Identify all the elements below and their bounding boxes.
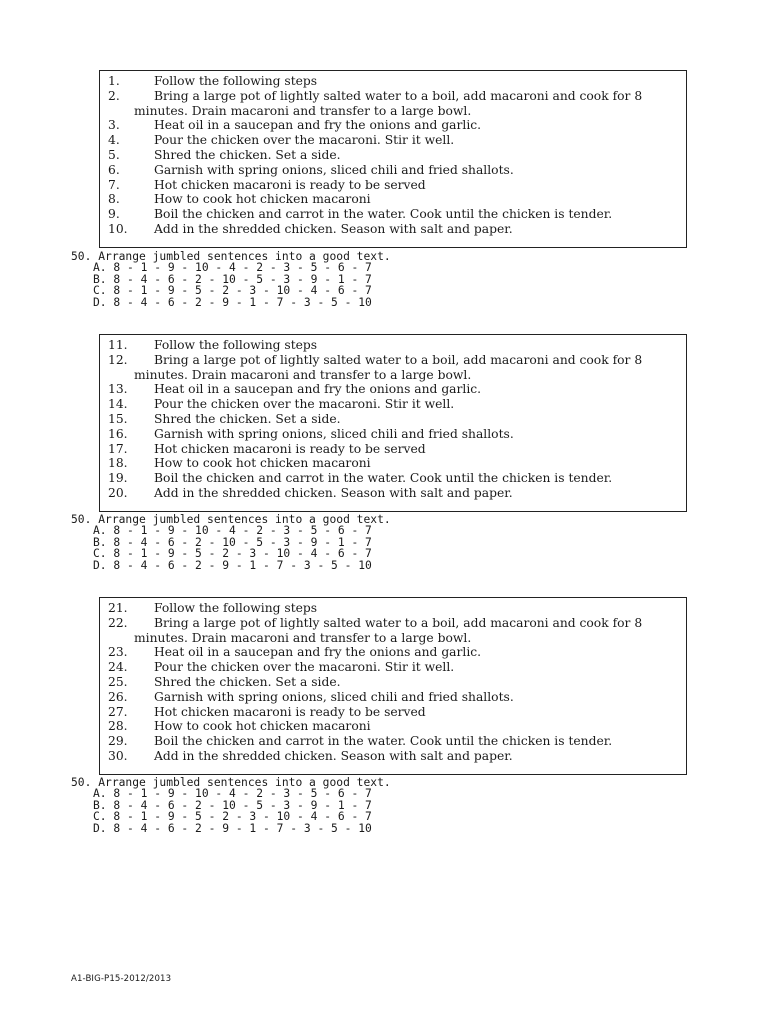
step-text: How to cook hot chicken macaroni bbox=[154, 719, 371, 734]
step-text: Add in the shredded chicken. Season with salt and paper. bbox=[154, 485, 513, 500]
step-text: Add in the shredded chicken. Season with salt and paper. bbox=[154, 748, 513, 763]
step-item bbox=[108, 133, 676, 148]
step-text: Pour the chicken over the macaroni. Stir it well. bbox=[154, 397, 455, 412]
step-text: Add in the shredded chicken. Season with salt and paper. bbox=[154, 221, 513, 236]
step-text: Garnish with spring onions, sliced chili and fried shallots. bbox=[154, 426, 514, 441]
step-item bbox=[108, 148, 676, 163]
step-text: Heat oil in a saucepan and fry the onions and garlic. bbox=[154, 382, 482, 397]
step-number: 10. bbox=[108, 221, 128, 236]
step-text: Follow the following steps bbox=[154, 601, 318, 615]
answer-option: B. 8 - 4 - 6 - 2 - 10 - 5 - 3 - 9 - 1 - 7 bbox=[93, 272, 372, 286]
step-number: 21. bbox=[108, 601, 128, 615]
step-item bbox=[108, 749, 676, 764]
question-number: 50. bbox=[71, 776, 92, 789]
step-item bbox=[108, 192, 676, 207]
step-item bbox=[108, 719, 676, 734]
footer-code: A1-BIG-P15-2012/2013 bbox=[71, 974, 172, 984]
step-number: 20. bbox=[108, 485, 128, 500]
step-item bbox=[108, 338, 676, 353]
answer-option: B. 8 - 4 - 6 - 2 - 10 - 5 - 3 - 9 - 1 - 7 bbox=[93, 798, 372, 812]
step-item bbox=[108, 442, 676, 457]
step-text: Pour the chicken over the macaroni. Stir it well. bbox=[154, 660, 455, 675]
step-text: Boil the chicken and carrot in the water. Cook until the chicken is tender. bbox=[154, 734, 613, 749]
step-text: Pour the chicken over the macaroni. Stir it well. bbox=[154, 133, 455, 148]
step-item bbox=[108, 601, 676, 616]
steps-box bbox=[99, 70, 687, 248]
step-item bbox=[108, 118, 676, 133]
step-text: Heat oil in a saucepan and fry the onions and garlic. bbox=[154, 118, 482, 133]
step-number: 24. bbox=[108, 660, 128, 675]
step-text: Boil the chicken and carrot in the water. Cook until the chicken is tender. bbox=[154, 471, 613, 486]
answer-option: D. 8 - 4 - 6 - 2 - 9 - 1 - 7 - 3 - 5 - 10 bbox=[93, 295, 372, 309]
step-item bbox=[108, 412, 676, 427]
step-number: 25. bbox=[108, 674, 128, 689]
step-text: Bring a large pot of lightly salted water to a boil, add macaroni and cook for 8 bbox=[154, 615, 643, 630]
steps-box bbox=[99, 597, 687, 775]
step-text: Hot chicken macaroni is ready to be served bbox=[154, 441, 426, 456]
step-item bbox=[108, 705, 676, 720]
step-number: 1. bbox=[108, 74, 120, 88]
step-item bbox=[108, 734, 676, 749]
answer-option: D. 8 - 4 - 6 - 2 - 9 - 1 - 7 - 3 - 5 - 10 bbox=[93, 821, 372, 835]
answer-option: A. 8 - 1 - 9 - 10 - 4 - 2 - 3 - 5 - 6 - 7 bbox=[93, 261, 372, 275]
step-number: 17. bbox=[108, 441, 128, 456]
step-number: 2. bbox=[108, 88, 120, 103]
step-text: Bring a large pot of lightly salted water to a boil, add macaroni and cook for 8 bbox=[154, 88, 643, 103]
step-number: 22. bbox=[108, 615, 128, 630]
question-text: Arrange jumbled sentences into a good text. bbox=[98, 776, 391, 789]
step-number: 27. bbox=[108, 704, 128, 719]
step-text: Bring a large pot of lightly salted water to a boil, add macaroni and cook for 8 bbox=[154, 352, 643, 367]
answer-option: C. 8 - 1 - 9 - 5 - 2 - 3 - 10 - 4 - 6 - 7 bbox=[93, 810, 372, 824]
step-text: Shred the chicken. Set a side. bbox=[154, 147, 341, 162]
question-text: Arrange jumbled sentences into a good text. bbox=[98, 250, 391, 263]
step-item bbox=[108, 397, 676, 412]
step-item bbox=[108, 675, 676, 690]
step-text: Follow the following steps bbox=[154, 338, 318, 352]
step-number: 18. bbox=[108, 456, 128, 471]
step-number: 8. bbox=[108, 192, 120, 207]
answer-option: B. 8 - 4 - 6 - 2 - 10 - 5 - 3 - 9 - 1 - 7 bbox=[93, 535, 372, 549]
step-item bbox=[108, 690, 676, 705]
step-item bbox=[108, 163, 676, 178]
step-item bbox=[108, 207, 676, 222]
step-number: 19. bbox=[108, 471, 128, 486]
step-number: 23. bbox=[108, 645, 128, 660]
step-item bbox=[108, 89, 676, 119]
step-number: 13. bbox=[108, 382, 128, 397]
question-block bbox=[71, 777, 391, 834]
step-number: 3. bbox=[108, 118, 120, 133]
step-number: 14. bbox=[108, 397, 128, 412]
step-text: Garnish with spring onions, sliced chili and fried shallots. bbox=[154, 689, 514, 704]
step-number: 26. bbox=[108, 689, 128, 704]
step-number: 6. bbox=[108, 162, 120, 177]
step-text-continuation: minutes. Drain macaroni and transfer to a large bowl. bbox=[134, 103, 472, 118]
step-number: 5. bbox=[108, 147, 120, 162]
step-number: 9. bbox=[108, 207, 120, 222]
answer-option: C. 8 - 1 - 9 - 5 - 2 - 3 - 10 - 4 - 6 - 7 bbox=[93, 284, 372, 298]
step-text: Hot chicken macaroni is ready to be served bbox=[154, 177, 426, 192]
step-item bbox=[108, 222, 676, 237]
step-number: 4. bbox=[108, 133, 120, 148]
step-item bbox=[108, 471, 676, 486]
question-block bbox=[71, 514, 391, 571]
step-text: How to cook hot chicken macaroni bbox=[154, 192, 371, 207]
step-number: 11. bbox=[108, 338, 128, 352]
step-text-continuation: minutes. Drain macaroni and transfer to a large bowl. bbox=[134, 630, 472, 645]
step-item bbox=[108, 178, 676, 193]
step-text: Garnish with spring onions, sliced chili and fried shallots. bbox=[154, 162, 514, 177]
step-item bbox=[108, 427, 676, 442]
step-item bbox=[108, 74, 676, 89]
step-item bbox=[108, 382, 676, 397]
step-number: 29. bbox=[108, 734, 128, 749]
step-text-continuation: minutes. Drain macaroni and transfer to a large bowl. bbox=[134, 367, 472, 382]
step-text: Boil the chicken and carrot in the water. Cook until the chicken is tender. bbox=[154, 207, 613, 222]
step-item bbox=[108, 660, 676, 675]
step-text: How to cook hot chicken macaroni bbox=[154, 456, 371, 471]
step-number: 7. bbox=[108, 177, 120, 192]
answer-option: A. 8 - 1 - 9 - 10 - 4 - 2 - 3 - 5 - 6 - 7 bbox=[93, 787, 372, 801]
question-number: 50. bbox=[71, 513, 92, 526]
step-item bbox=[108, 616, 676, 646]
steps-box bbox=[99, 334, 687, 512]
step-number: 12. bbox=[108, 352, 128, 367]
answer-option: A. 8 - 1 - 9 - 10 - 4 - 2 - 3 - 5 - 6 - 7 bbox=[93, 524, 372, 538]
step-number: 28. bbox=[108, 719, 128, 734]
question-text: Arrange jumbled sentences into a good text. bbox=[98, 513, 391, 526]
step-item bbox=[108, 645, 676, 660]
step-text: Heat oil in a saucepan and fry the onions and garlic. bbox=[154, 645, 482, 660]
step-text: Hot chicken macaroni is ready to be served bbox=[154, 704, 426, 719]
step-text: Shred the chicken. Set a side. bbox=[154, 674, 341, 689]
step-item bbox=[108, 353, 676, 383]
step-text: Follow the following steps bbox=[154, 74, 318, 88]
question-number: 50. bbox=[71, 250, 92, 263]
step-number: 16. bbox=[108, 426, 128, 441]
step-number: 30. bbox=[108, 748, 128, 763]
step-number: 15. bbox=[108, 411, 128, 426]
step-item bbox=[108, 456, 676, 471]
question-block bbox=[71, 251, 391, 308]
step-item bbox=[108, 486, 676, 501]
answer-option: C. 8 - 1 - 9 - 5 - 2 - 3 - 10 - 4 - 6 - 7 bbox=[93, 547, 372, 561]
step-text: Shred the chicken. Set a side. bbox=[154, 411, 341, 426]
answer-option: D. 8 - 4 - 6 - 2 - 9 - 1 - 7 - 3 - 5 - 10 bbox=[93, 558, 372, 572]
